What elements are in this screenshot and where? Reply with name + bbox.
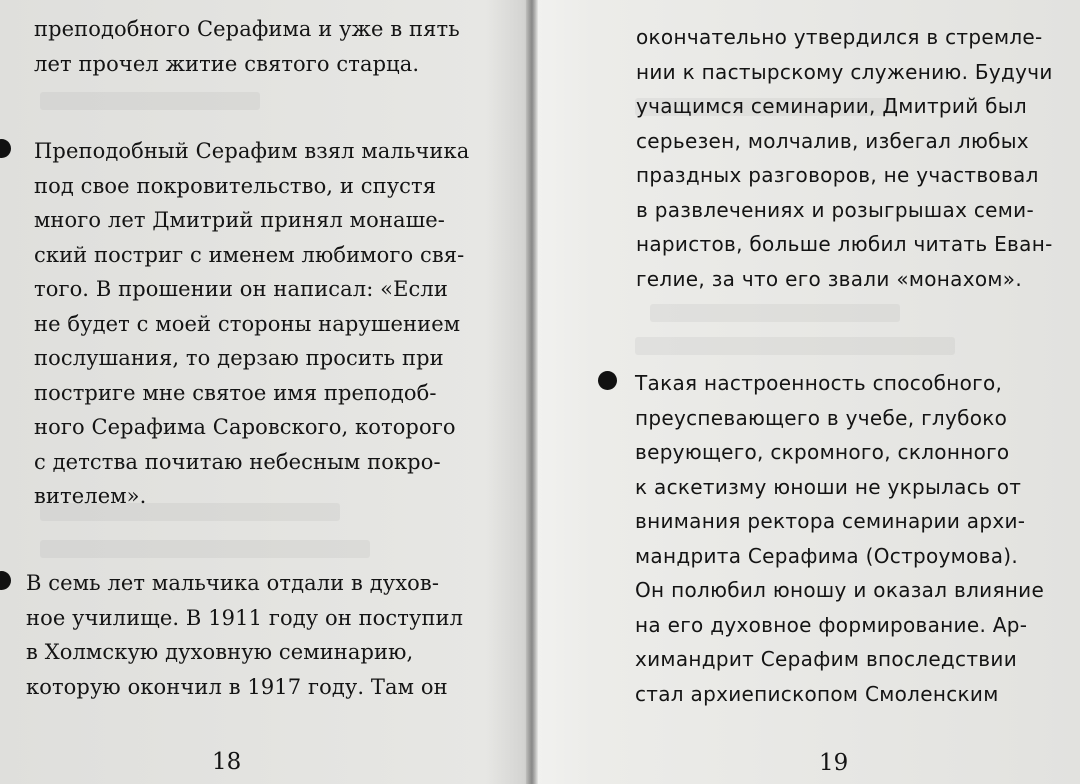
page-number-right: 19 bbox=[819, 750, 849, 776]
bullet-marker bbox=[0, 139, 11, 158]
left-paragraph-1: преподобного Серафима и уже в пять лет прочел житие святого старца. bbox=[34, 17, 460, 76]
bullet-marker bbox=[598, 371, 617, 390]
right-page bbox=[535, 0, 1080, 784]
left-paragraph-3: В семь лет мальчика отдали в духов- ное училище. В 1911 году он поступил в Холмскую духовную семинарию, которую окончил в 1917 году. Там он bbox=[26, 571, 464, 699]
bleed-through-text bbox=[40, 540, 370, 558]
left-paragraph-2: Преподобный Серафим взял мальчика под свое покровительство, и спустя много лет Дмитрий принял монаше- ский постриг с именем любимого свя- того. В прошении он написал: «Если не будет с моей стороны нарушением послушания, то дерзаю просить при постриге мне святое имя преподоб- ного Серафима Саровского, которого с детства почитаю небесным покро- вителем». bbox=[34, 139, 470, 508]
bleed-through-text bbox=[635, 337, 955, 355]
right-paragraph-1: окончательно утвердился в стремле- нии к пастырскому служению. Будучи учащимся семинарии, Дмитрий был серьезен, молчалив, избегал любых праздных разговоров, не участвовал в развлечениях и розыгрышах семи- наристов, больше любил читать Еван- гелие, за что его звали «монахом». bbox=[636, 25, 1053, 291]
left-page bbox=[0, 0, 530, 784]
right-paragraph-2: Такая настроенность способного, преуспевающего в учебе, глубоко верующего, скромного, склонного к аскетизму юноши не укрылась от внимания ректора семинарии архи- мандрита Серафима (Остроумова). Он полюбил юношу и оказал влияние на его духовное формирование. Ар- химандрит Серафим впоследствии стал архиепископом Смоленским bbox=[635, 371, 1045, 706]
bullet-marker bbox=[0, 571, 11, 590]
page-number-left: 18 bbox=[212, 749, 242, 775]
bleed-through-text bbox=[40, 92, 260, 110]
bleed-through-text bbox=[650, 304, 900, 322]
